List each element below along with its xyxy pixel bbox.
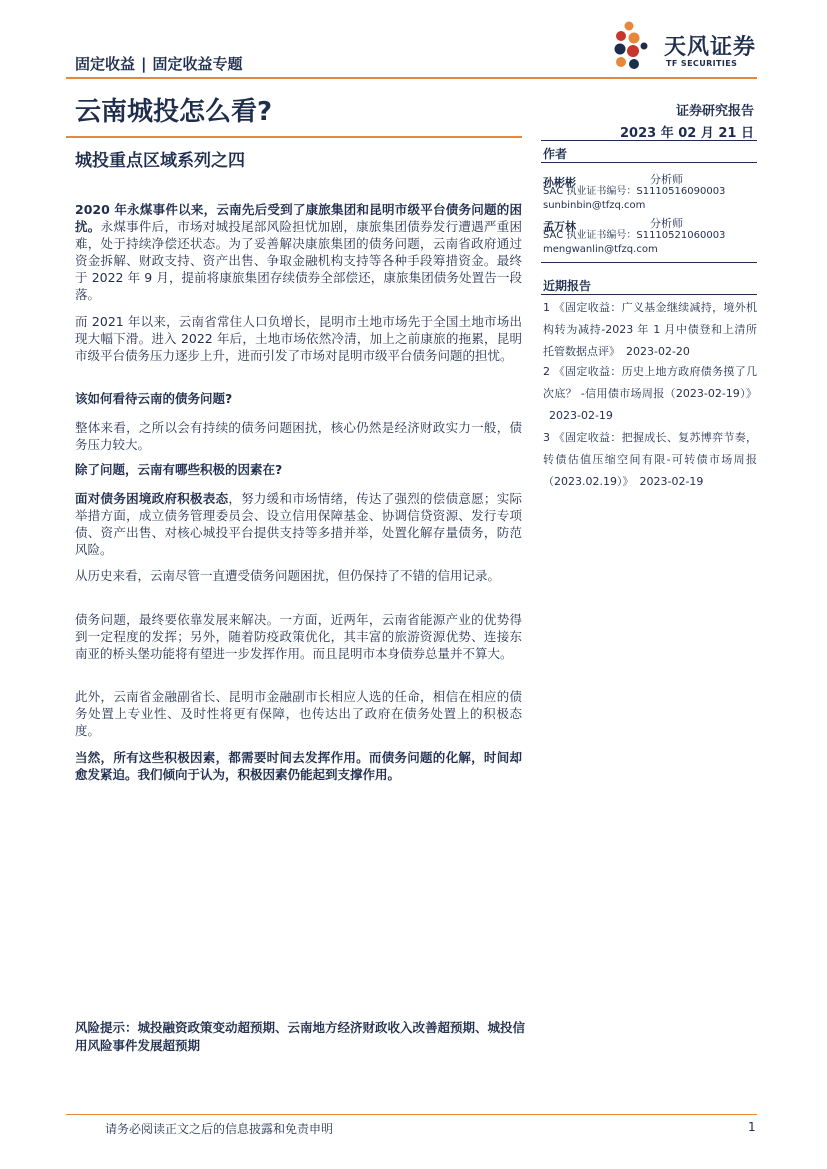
body-lead-bold: 面对债务困境政府积极表态 [75, 491, 229, 506]
title-divider [66, 136, 522, 138]
recent-report-item[interactable] [543, 297, 757, 363]
breadcrumb-separator: | [141, 55, 147, 73]
breadcrumb-category: 固定收益 [75, 55, 136, 73]
analyst-role: 分析师 [650, 173, 683, 186]
body-text: 债务问题，最终要依靠发展来解决。一方面，近两年，云南省能源产业的优势得到一定程度的发挥；另外，随着防疫政策优化，其丰富的旅游资源优势、连接东南亚的桥头堡功能将有望进一步发挥作用。而且昆明市本身债券总量并不算大。 [75, 612, 522, 661]
risk-text: 城投融资政策变动超预期、云南地方经济财政收入改善超预期、城投信用风险事件发展超预期 [75, 1020, 526, 1053]
recent-report-title: 3 《固定收益：把握成长、复苏博弈节奏，转债估值压缩空间有限-可转债市场周报（2023.02.19）》 [543, 431, 757, 488]
body-lead-bold: 2020 年永煤事件以来，云南先后受到了康旅集团和昆明市级平台债务问题的困扰。 [75, 202, 522, 234]
analyst-email[interactable]: sunbinbin@tfzq.com [543, 200, 646, 211]
body-text: 从历史来看，云南尽管一直遭受债务问题困扰，但仍保持了不错的信用记录。 [75, 568, 501, 583]
sidebar-divider [541, 140, 757, 141]
recent-report-item[interactable] [543, 361, 757, 427]
section-heading [75, 461, 522, 478]
body-paragraph [75, 749, 522, 783]
body-paragraph [75, 567, 522, 584]
body-paragraph [75, 419, 522, 453]
analyst-cert: SAC 执业证书编号：S1110516090003 [543, 186, 726, 197]
section-heading-text: 除了问题，云南有哪些积极的因素在? [75, 462, 283, 477]
authors-label: 作者 [543, 147, 568, 161]
body-paragraph [75, 490, 522, 558]
recent-report-title: 1 《固定收益：广义基金继续减持，境外机构转为减持-2023 年 1 月中债登和上清所托管数据点评》 [543, 301, 757, 358]
body-text: 此外，云南省金融副省长、昆明市金融副市长相应人选的任命，相信在相应的债务处置上专业性、及时性将更有保障，也传达出了政府在债务处置上的积极态度。 [75, 689, 522, 738]
body-paragraph [75, 688, 522, 739]
analyst-card [543, 215, 759, 257]
analyst-cert: SAC 执业证书编号：S1110521060003 [543, 230, 726, 241]
body-text: 而 2021 年以来，云南省常住人口负增长，昆明市土地市场先于全国土地市场出现大幅下滑。进入 2022 年后，土地市场依然冷清，加上之前康旅的拖累，昆明市级平台债务压力逐步上升，进而引发了市场对昆明市级平台债务问题的担忧。 [75, 314, 522, 363]
body-text: 整体来看，之所以会有持续的债务问题困扰，核心仍然是经济财政实力一般，债务压力较大。 [75, 420, 522, 452]
footer-divider [66, 1114, 757, 1115]
page-number: 1 [748, 1120, 756, 1134]
body-text: ，努力缓和市场情绪，传达了强烈的偿债意愿；实际举措方面，成立债务管理委员会、设立信用保障基金、协调信贷资源、发行专项债、资产出售、对核心城投平台提供支持等多措并举，处置化解存量债务，防范风险。 [75, 491, 522, 557]
report-type: 证券研究报告 [675, 104, 754, 119]
body-paragraph [75, 313, 522, 364]
risk-warning [75, 1019, 535, 1055]
risk-label: 风险提示： [75, 1020, 138, 1035]
section-heading-text: 该如何看待云南的债务问题? [75, 391, 233, 406]
page-title: 云南城投怎么看? [75, 97, 273, 127]
breadcrumb [75, 53, 243, 74]
logo-subtitle: TF SECURITIES [666, 59, 738, 68]
analyst-role: 分析师 [650, 217, 683, 230]
analyst-name: 孟万林 [543, 220, 576, 233]
analyst-card [543, 171, 759, 213]
sidebar-divider [541, 162, 757, 163]
analyst-name: 孙彬彬 [543, 176, 576, 189]
sidebar-divider [541, 262, 757, 263]
sidebar-divider [541, 294, 757, 295]
page-subtitle: 城投重点区域系列之四 [75, 151, 245, 171]
recent-report-date: 2023-02-20 [626, 345, 690, 358]
footer-disclaimer[interactable]: 请务必阅读正文之后的信息披露和免责申明 [105, 1122, 334, 1136]
logo-name: 天风证券 [664, 35, 757, 60]
recent-report-title: 2 《固定收益：历史上地方政府债务摸了几次底？ -信用债市场周报（2023-02-19）》 [543, 365, 757, 400]
report-date: 2023 年 02 月 21 日 [620, 126, 754, 141]
header-divider [66, 77, 757, 79]
recent-reports-label: 近期报告 [543, 279, 592, 293]
body-paragraph [75, 611, 522, 662]
analyst-email[interactable]: mengwanlin@tfzq.com [543, 244, 658, 255]
recent-report-date: 2023-02-19 [639, 475, 704, 488]
recent-report-date: 2023-02-19 [549, 409, 613, 422]
body-text: 永煤事件后，市场对城投尾部风险担忧加剧，康旅集团债券发行遭遇严重困难，处于持续净偿还状态。为了妥善解决康旅集团的债务问题，云南省政府通过资金拆解、财政支持、资产出售、争取金融机构支持等各种手段筹措资金。最终于 2022 年 9 月，提前将康旅集团存续债券全部偿还，康旅集团债务处置告一段落。 [75, 219, 522, 302]
body-conclusion: 当然，所有这些积极因素，都需要时间去发挥作用。而债务问题的化解，时间却愈发紧迫。我们倾向于认为，积极因素仍能起到支撑作用。 [75, 750, 522, 782]
body-paragraph [75, 201, 522, 303]
breadcrumb-subcategory: 固定收益专题 [152, 55, 243, 73]
recent-report-item[interactable] [543, 427, 757, 493]
section-heading [75, 390, 522, 407]
